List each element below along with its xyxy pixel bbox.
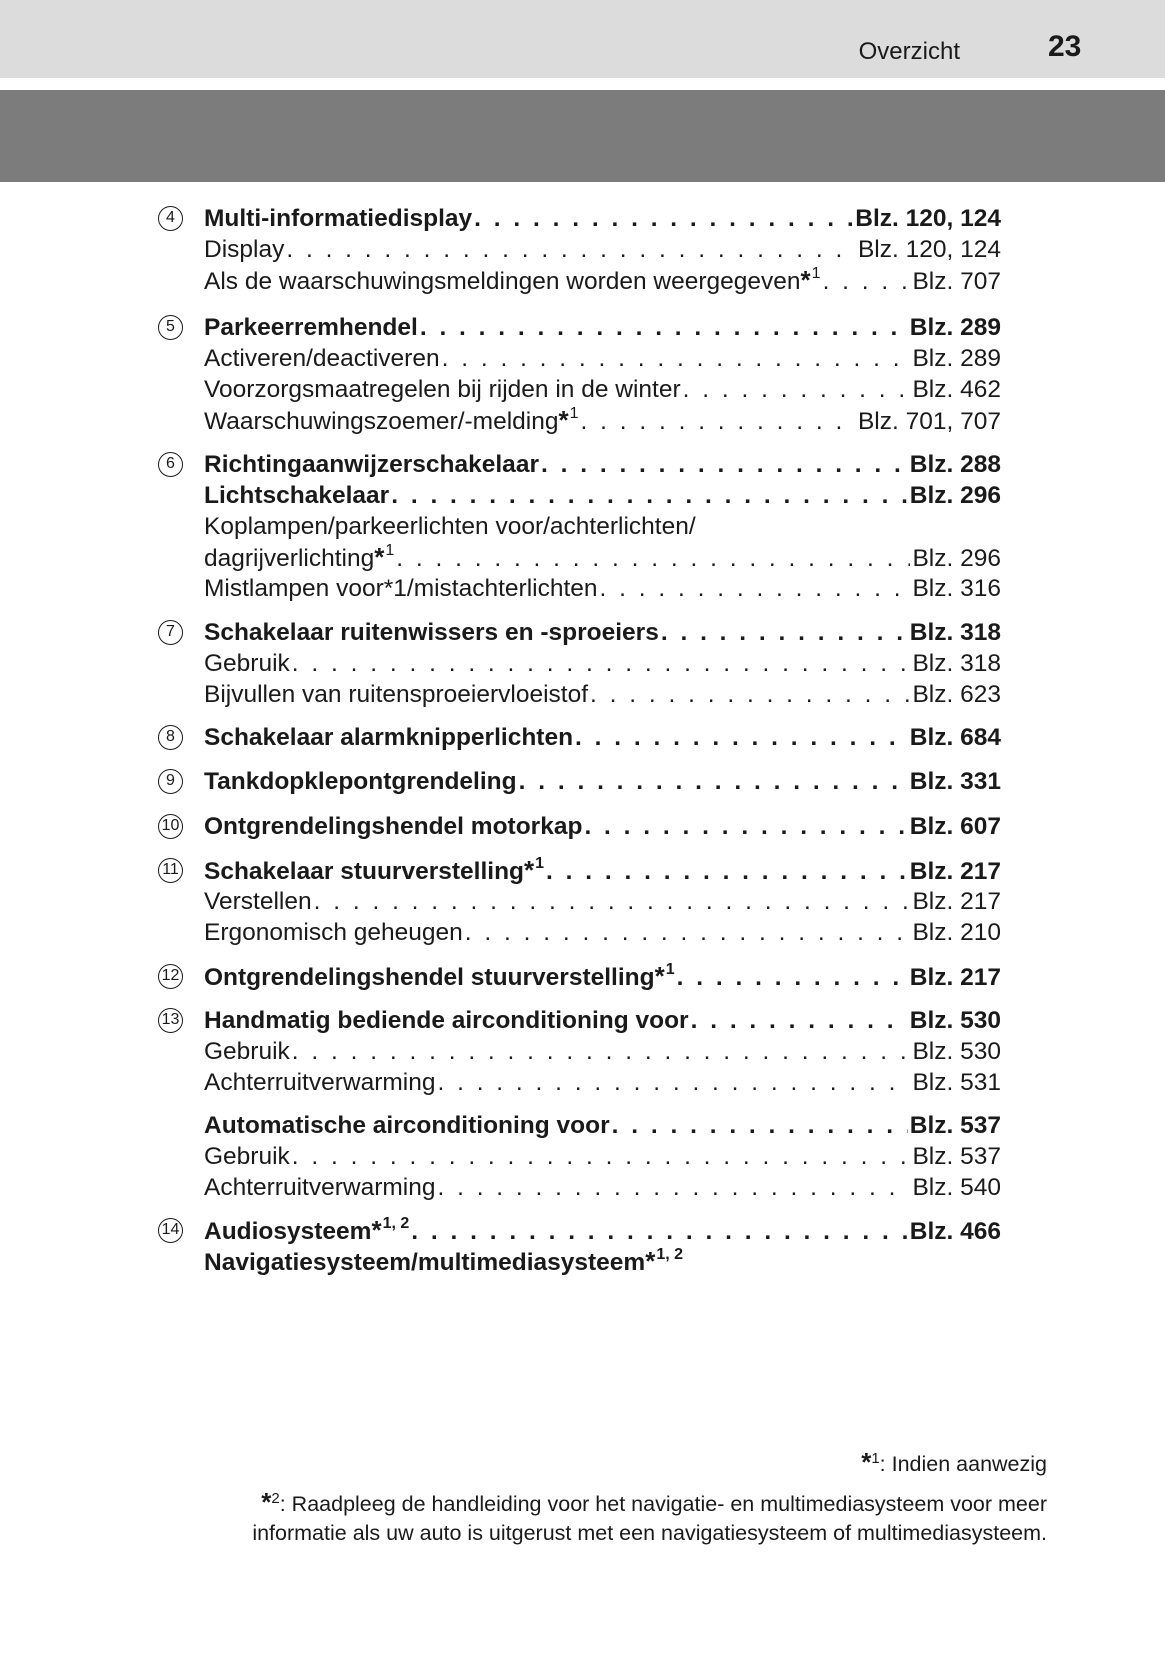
asterisk-icon: * <box>558 405 569 435</box>
entry-text: Schakelaar alarmknipperlichten <box>204 724 574 751</box>
dot-leader <box>314 886 911 917</box>
page-reference: Blz. 530 <box>912 1038 1001 1065</box>
dot-leader <box>823 266 911 297</box>
item-number-badge: 5 <box>158 315 183 340</box>
item-number-badge: 6 <box>158 452 183 477</box>
entry-heading <box>158 203 1001 234</box>
item-number-badge: 8 <box>158 725 183 750</box>
entry-text: Parkeerremhendel <box>204 314 418 341</box>
entry-subitem <box>158 1067 1001 1098</box>
page-reference: Blz. 289 <box>912 345 1001 372</box>
dot-leader <box>437 1067 910 1098</box>
entry-text: Voorzorgsmaatregelen bij rijden in de winter <box>204 376 681 403</box>
footnote-ref: 1 <box>569 404 579 422</box>
page-reference: Blz. 210 <box>912 919 1001 946</box>
footnote-ref: 1 <box>385 541 395 559</box>
page-reference: Blz. 537 <box>909 1112 1001 1139</box>
item-number-badge: 9 <box>158 769 183 794</box>
entry-text: Verstellen <box>204 888 312 915</box>
entry-text: Ontgrendelingshendel stuurverstelling*$^1$ <box>204 960 675 991</box>
page-reference: Blz. 217 <box>909 858 1001 885</box>
entry-subitem <box>158 1036 1001 1067</box>
entry-text: dagrijverlichting*$^1$ <box>204 541 395 572</box>
dot-leader <box>396 543 910 574</box>
item-number-badge: 11 <box>158 858 183 883</box>
dot-leader <box>411 1216 907 1247</box>
page-number: 23 <box>1048 30 1082 63</box>
asterisk-icon: * <box>861 1447 872 1477</box>
page-reference: Blz. 331 <box>909 768 1001 795</box>
asterisk-icon: * <box>654 961 665 991</box>
entry-subitem <box>158 405 1001 436</box>
chapter-band <box>0 90 1165 182</box>
entry-subitem <box>158 1141 1001 1172</box>
entry-text: Ontgrendelingshendel motorkap <box>204 813 583 840</box>
entry-subitem <box>158 679 1001 710</box>
entry-subitem <box>158 234 1001 265</box>
entry-heading <box>158 1246 1001 1277</box>
entry-text: Multi-informatiedisplay <box>204 205 473 232</box>
dot-leader <box>661 617 908 648</box>
dot-leader <box>519 766 908 797</box>
dot-leader <box>465 917 911 948</box>
entry-text: Als de waarschuwingsmeldingen worden weergegeven*$^1$ <box>204 264 821 295</box>
index-entry <box>158 312 1001 436</box>
page-reference: Blz. 217 <box>909 964 1001 991</box>
entry-heading <box>158 1005 1001 1036</box>
entry-text: Activeren/deactiveren <box>204 345 440 372</box>
page-reference: Blz. 607 <box>909 813 1001 840</box>
entry-heading <box>158 1110 1001 1141</box>
footnote-ref: 1 <box>535 854 545 872</box>
page-reference: Blz. 217 <box>912 888 1001 915</box>
page-reference: Blz. 540 <box>912 1174 1001 1201</box>
dot-leader <box>437 1172 910 1203</box>
page-reference: Blz. 701, 707 <box>857 408 1001 435</box>
entry-subitem <box>158 265 1001 296</box>
dot-leader <box>600 573 911 604</box>
dot-leader <box>584 811 907 842</box>
page-reference: Blz. 296 <box>912 545 1001 572</box>
index-entry <box>158 203 1001 296</box>
dot-leader <box>474 203 853 234</box>
entry-text: Display <box>204 236 285 263</box>
header-band <box>0 0 1165 78</box>
dot-leader <box>691 1005 908 1036</box>
entry-heading <box>158 449 1001 480</box>
dot-leader <box>677 962 908 993</box>
entry-heading <box>158 1215 1001 1246</box>
dot-leader <box>541 449 908 480</box>
dot-leader <box>612 1110 908 1141</box>
page-reference: Blz. 537 <box>912 1143 1001 1170</box>
page-reference: Blz. 120, 124 <box>855 205 1001 232</box>
index-entry <box>158 617 1001 710</box>
page-reference: Blz. 318 <box>912 650 1001 677</box>
asterisk-icon: * <box>645 1246 656 1276</box>
index-entry <box>158 961 1001 992</box>
page-reference: Blz. 288 <box>909 451 1001 478</box>
entry-heading <box>158 722 1001 753</box>
entry-text: Achterruitverwarming <box>204 1069 436 1096</box>
index-entry <box>158 1110 1001 1203</box>
page-reference: Blz. 120, 124 <box>857 236 1001 263</box>
entry-text: Lichtschakelaar <box>204 482 390 509</box>
asterisk-icon: * <box>800 265 811 295</box>
dot-leader <box>292 1141 911 1172</box>
item-number-badge: 12 <box>158 964 183 989</box>
entry-heading <box>158 312 1001 343</box>
entry-text: Mistlampen voor*1/mistachterlichten <box>204 575 598 602</box>
index-entry <box>158 855 1001 948</box>
page-reference: Blz. 318 <box>909 619 1001 646</box>
asterisk-icon: * <box>374 542 385 572</box>
entry-text: Tankdopklepontgrendeling <box>204 768 517 795</box>
entry-subitem <box>158 886 1001 917</box>
item-number-badge: 7 <box>158 620 183 645</box>
page-reference: Blz. 462 <box>912 376 1001 403</box>
footnote-ref: 1 <box>811 264 821 282</box>
entry-heading <box>158 617 1001 648</box>
asterisk-icon: * <box>524 855 535 885</box>
item-number-badge: 4 <box>158 206 183 231</box>
dot-leader <box>292 648 911 679</box>
dot-leader <box>590 679 910 710</box>
footnote-ref: 1, 2 <box>656 1245 684 1263</box>
item-number-badge: 13 <box>158 1008 183 1033</box>
dot-leader <box>683 374 911 405</box>
item-number-badge: 10 <box>158 814 183 839</box>
dot-leader <box>546 856 908 887</box>
entry-text: Richtingaanwijzerschakelaar <box>204 451 539 478</box>
entry-text: Ergonomisch geheugen <box>204 919 463 946</box>
index-entry <box>158 811 1001 842</box>
page-reference: Blz. 466 <box>909 1218 1001 1245</box>
item-number-badge: 14 <box>158 1218 183 1243</box>
entry-heading <box>158 766 1001 797</box>
entry-heading <box>158 961 1001 992</box>
entry-text: Automatische airconditioning voor <box>204 1112 610 1139</box>
page-reference: Blz. 531 <box>912 1069 1001 1096</box>
dot-leader <box>442 343 911 374</box>
entry-text: Navigatiesysteem/multimediasysteem*$^{1, 2}$ <box>204 1245 684 1276</box>
asterisk-icon: * <box>371 1215 382 1245</box>
entry-text: Koplampen/parkeerlichten voor/achterlichten/ <box>204 513 696 540</box>
page-reference: Blz. 707 <box>912 268 1001 295</box>
entry-heading <box>158 480 1001 511</box>
index-entry <box>158 722 1001 753</box>
page-reference: Blz. 296 <box>909 482 1001 509</box>
page-reference: Blz. 530 <box>909 1007 1001 1034</box>
entry-subitem <box>158 648 1001 679</box>
footnote-1: *$^1$: Indien aanwezig <box>861 1447 1047 1477</box>
dot-leader <box>391 480 908 511</box>
index-entry <box>158 449 1001 604</box>
entry-text: Schakelaar ruitenwissers en -sproeiers <box>204 619 659 646</box>
entry-text: Gebruik <box>204 1038 290 1065</box>
footnote-2: *$^2$: Raadpleeg de handleiding voor het navigatie- en multimediasysteem voor meer informatie als uw auto is uitgerust met een navigatiesysteem of multimediasysteem. <box>252 1487 1047 1545</box>
entry-text: Waarschuwingszoemer/-melding*$^1$ <box>204 404 579 435</box>
index-entry <box>158 1005 1001 1098</box>
page-reference: Blz. 623 <box>912 681 1001 708</box>
asterisk-icon: * <box>261 1487 272 1517</box>
footnote-ref: 1 <box>665 960 675 978</box>
dot-leader <box>292 1036 911 1067</box>
entry-text: Achterruitverwarming <box>204 1174 436 1201</box>
entry-subitem <box>158 374 1001 405</box>
entry-text: Gebruik <box>204 1143 290 1170</box>
entry-subitem <box>158 542 1001 573</box>
dot-leader <box>286 234 856 265</box>
page-reference: Blz. 684 <box>909 724 1001 751</box>
section-title: Overzicht <box>858 38 960 65</box>
footnote-ref: 1, 2 <box>382 1214 410 1232</box>
entry-text: Gebruik <box>204 650 290 677</box>
entry-heading <box>158 855 1001 886</box>
dot-leader <box>575 722 908 753</box>
entry-subitem <box>158 511 1001 542</box>
page-reference: Blz. 316 <box>912 575 1001 602</box>
entry-text: Bijvullen van ruitensproeiervloeistof <box>204 681 589 708</box>
entry-subitem <box>158 573 1001 604</box>
entry-subitem <box>158 1172 1001 1203</box>
entry-subitem <box>158 343 1001 374</box>
entry-text: Audiosysteem*$^{1, 2}$ <box>204 1214 410 1245</box>
index-entry <box>158 766 1001 797</box>
page-reference: Blz. 289 <box>909 314 1001 341</box>
dot-leader <box>581 406 856 437</box>
entry-text: Handmatig bediende airconditioning voor <box>204 1007 689 1034</box>
dot-leader <box>420 312 908 343</box>
index-entry <box>158 1215 1001 1277</box>
entry-heading <box>158 811 1001 842</box>
entry-subitem <box>158 917 1001 948</box>
entry-text: Schakelaar stuurverstelling*$^1$ <box>204 854 545 885</box>
